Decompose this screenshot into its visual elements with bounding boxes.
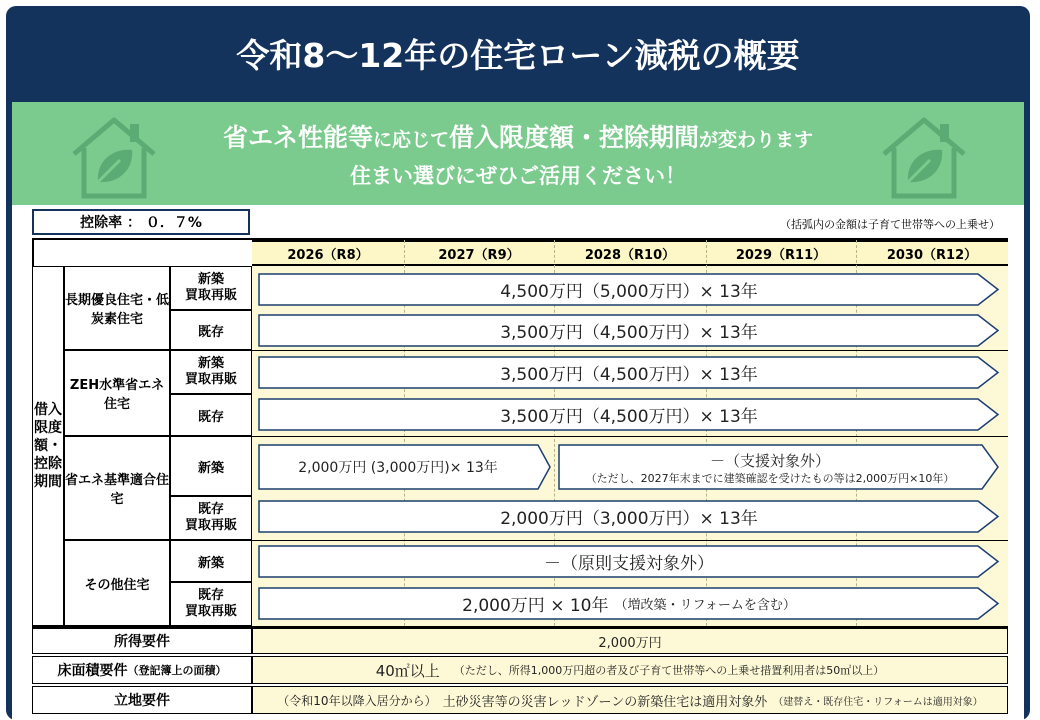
benefit-note: （ただし、2027年末までに建築確認を受けたもの等は2,000万円×10年） [585, 472, 955, 485]
income-requirement-label: 所得要件 [32, 628, 252, 654]
year-header: 2026（R8） [252, 240, 404, 266]
benefit-text: 3,500万円（4,500万円）× 13年 [500, 365, 758, 385]
year-header: 2028（R10） [554, 240, 706, 266]
benefit-text: 4,500万円（5,000万円）× 13年 [500, 282, 758, 302]
year-header: 2027（R9） [404, 240, 554, 266]
subtype-existing: 既存 [170, 310, 252, 350]
benefit-arrow [258, 545, 1000, 578]
benefit-note: （増改築・リフォームを含む） [614, 598, 796, 613]
benefit-arrow [258, 398, 1000, 431]
subtype-new: 新築 [170, 540, 252, 582]
benefit-text [258, 587, 1000, 620]
category-long-life: 長期優良住宅・低炭素住宅 [64, 266, 170, 350]
benefit-text: －（原則支援対象外） [544, 554, 714, 574]
row-separator [252, 350, 1008, 351]
deduction-rate: 控除率 ： ０．７% [32, 209, 250, 235]
page-title: 令和8～12年の住宅ローン減税の概要 [236, 36, 800, 75]
floor-requirement-label: 床面積要件 （登記簿上の面積） [32, 656, 252, 684]
subtype-existing-resale: 既存 買取再販 [170, 582, 252, 626]
benefit-arrow [258, 587, 1000, 620]
benefit-arrow [258, 356, 1000, 389]
banner [12, 102, 1024, 205]
category-zeh: ZEH水準省エネ住宅 [64, 350, 170, 436]
category-energy-standard: 省エネ基準適合住宅 [64, 436, 170, 540]
benefit-arrow [258, 273, 1000, 306]
benefit-arrow [258, 500, 1000, 533]
year-header: 2030（R12） [856, 240, 1008, 266]
benefit-text: 2,000万円（3,000万円）× 13年 [500, 509, 758, 529]
banner-headline: 省エネ性能等に応じて借入限度額・控除期間が変わります [222, 123, 814, 152]
floor-requirement-value: 40㎡以上 （ただし、所得1,000万円超の者及び子育て世帯等への上乗せ措置利用者は50㎡以上） [252, 656, 1008, 684]
category-other: その他住宅 [64, 540, 170, 626]
benefit-text: 3,500万円（4,500万円）× 13年 [500, 407, 758, 427]
benefit-arrow-not-supported [558, 444, 1000, 490]
row-separator [252, 436, 1008, 437]
income-requirement-value: 2,000万円 [252, 628, 1008, 654]
subtype-new-resale: 新築 買取再販 [170, 266, 252, 310]
benefit-text: －（支援対象外） [709, 451, 830, 470]
location-requirement-value: （令和10年以降入居分から） 土砂災害等の災害レッドゾーンの新築住宅は適用対象外 （建替え・既存住宅・リフォームは適用対象） [252, 686, 1008, 714]
benefit-main: 2,000万円 × 10年 [462, 596, 609, 616]
bracket-note: （括弧内の金額は子育て世帯等への上乗せ） [780, 218, 1000, 231]
benefit-text: 3,500万円（4,500万円）× 13年 [500, 323, 758, 343]
side-label: 借入限度額・控除期間 [32, 266, 64, 626]
benefit-arrow-2026 [258, 444, 552, 490]
header [6, 6, 1030, 101]
benefit-arrow [258, 314, 1000, 347]
location-requirement-label: 立地要件 [32, 686, 252, 714]
subtype-new-resale: 新築 買取再販 [170, 350, 252, 394]
banner-subline: 住まい選びにぜひご活用ください！ [350, 164, 686, 188]
benefit-text: 2,000万円 (3,000万円)× 13年 [298, 460, 498, 476]
year-header: 2029（R11） [706, 240, 856, 266]
subtype-existing: 既存 [170, 394, 252, 436]
subtype-new: 新築 [170, 436, 252, 496]
row-separator [252, 540, 1008, 541]
subtype-existing-resale: 既存 買取再販 [170, 496, 252, 540]
